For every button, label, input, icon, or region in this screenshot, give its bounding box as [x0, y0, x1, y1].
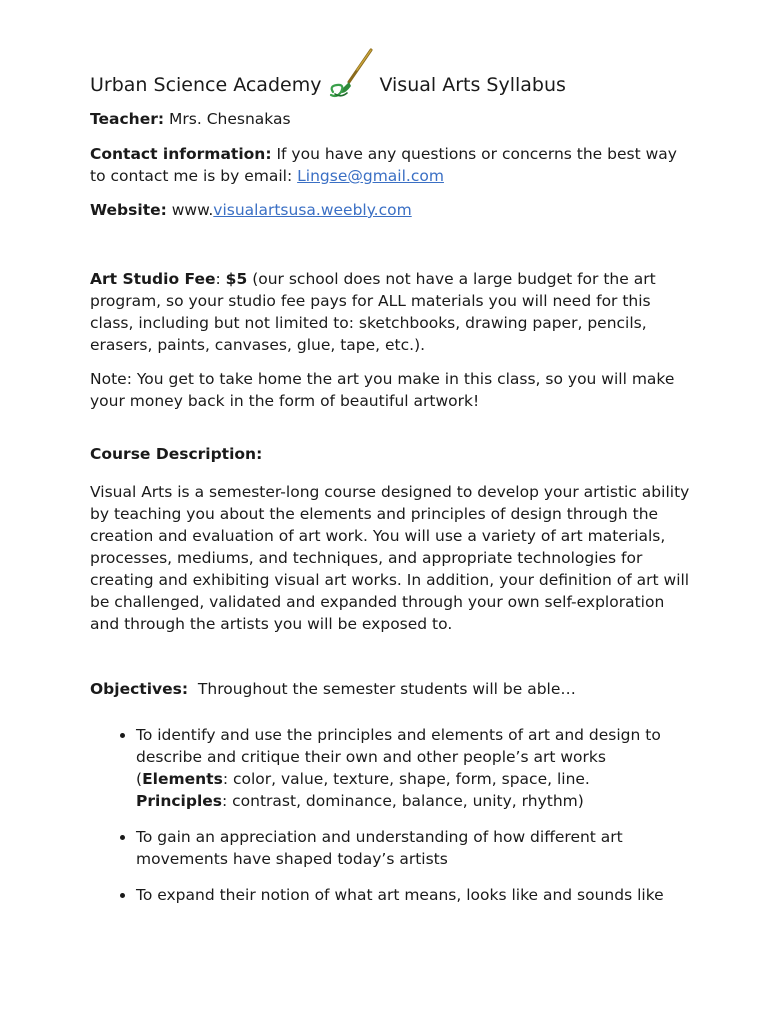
course-description-text: Visual Arts is a semester-long course designed to develop your artistic ability by teaching you about the elements and principles of design through the creation and evaluation of art work. You will use a variety of art materials, processes, mediums, and techniques, and appropriate technologies for creating and exhibiting visual art works. In addition, your definition of art will be challenged, validated and expanded through your own self-exploration and through the artists you will be exposed to. — [90, 483, 690, 633]
elements-text: : color, value, texture, shape, form, space, line. — [222, 770, 590, 788]
objective-1-text: To identify and use the principles and elements of art and design to describe and critique their own and other people’s art works ( — [136, 726, 661, 788]
page-title — [90, 70, 566, 100]
fee-text: (our school does not have a large budget for the art program, so your studio fee pays for ALL materials you will need for this class, including but not limited to: sketchbooks, drawing paper, pencils, erasers, paints, canvases, glue, tape, etc.). — [90, 270, 656, 354]
list-item: • To gain an appreciation and understanding of how different art movements have shaped today’s artists — [136, 826, 690, 870]
school-name: Urban Science Academy — [90, 74, 322, 96]
website-line — [90, 199, 690, 221]
teacher-name: Mrs. Chesnakas — [169, 110, 291, 128]
website-prefix: www. — [171, 201, 214, 219]
list-item — [136, 724, 690, 812]
fee-paragraph — [90, 268, 690, 356]
teacher-line — [90, 108, 690, 130]
note-paragraph: Note: You get to take home the art you make in this class, so you will make your money back in the form of beautiful artwork! — [90, 370, 675, 410]
fee-label: Art Studio Fee — [90, 270, 216, 288]
objectives-list — [90, 724, 690, 920]
course-description-heading: Course Description: — [90, 445, 263, 463]
teacher-label: Teacher: — [90, 110, 165, 128]
email-link[interactable]: Lingse@gmail.com — [297, 167, 444, 185]
contact-text: If you have any questions or concerns the best way to contact me is by email: — [90, 145, 677, 185]
fee-colon: : — [215, 270, 221, 288]
paintbrush-icon — [327, 48, 375, 100]
course-title: Visual Arts Syllabus — [379, 74, 566, 96]
elements-label: Elements — [142, 770, 223, 788]
objectives-intro: Throughout the semester students will be able… — [197, 680, 576, 698]
fee-amount: $5 — [225, 270, 248, 288]
list-item: • To expand their notion of what art means, looks like and sounds like — [136, 884, 690, 906]
contact-label: Contact information: — [90, 145, 272, 163]
contact-paragraph — [90, 143, 690, 187]
objectives-label: Objectives: — [90, 680, 189, 698]
principles-text: : contrast, dominance, balance, unity, rhythm) — [222, 792, 584, 810]
objectives-line — [90, 678, 690, 700]
website-label: Website: — [90, 201, 167, 219]
website-link[interactable]: visualartsusa.weebly.com — [213, 201, 412, 219]
principles-label: Principles — [136, 792, 222, 810]
